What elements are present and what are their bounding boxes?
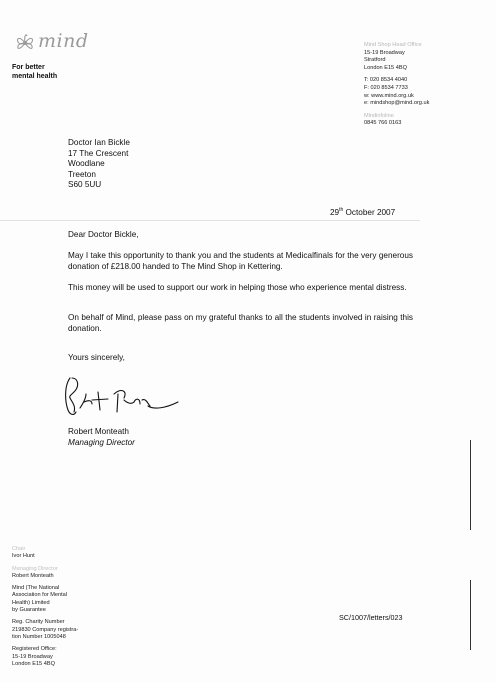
address-line: Stratford xyxy=(364,57,386,64)
tagline xyxy=(12,64,57,81)
date-suffix: th xyxy=(339,207,344,213)
company-line: by Guarantee xyxy=(12,607,46,614)
date-rest: October 2007 xyxy=(343,208,396,217)
signer-title: Managing Director xyxy=(68,437,135,447)
md-name: Robert Monteath xyxy=(12,572,54,579)
company-line: Health) Limited xyxy=(12,599,50,606)
office-label: Mind Shop Head Office xyxy=(364,42,422,48)
phone: T: 020 8534 4040 xyxy=(364,77,408,84)
signer-name: Robert Monteath xyxy=(68,427,129,436)
letter-date xyxy=(330,208,395,217)
address-line: London E15 4BQ xyxy=(364,64,407,71)
company-line: Mind (The National xyxy=(12,585,60,592)
paragraph: This money will be used to support our work in helping those who experience mental distress. xyxy=(68,283,407,292)
infoline-number: 0845 766 0163 xyxy=(364,120,402,127)
signature-image xyxy=(62,372,182,420)
registered-office-line: London E15 4BQ xyxy=(12,660,55,667)
recipient-line: Doctor Ian Bickle xyxy=(68,138,130,147)
mind-logo xyxy=(12,30,102,56)
tagline-line: mental health xyxy=(12,72,58,80)
company-line: Association for Mental xyxy=(12,592,68,599)
registered-office-line: Registered Office: xyxy=(12,646,57,653)
chair-name: Ivor Hunt xyxy=(12,553,35,560)
flower-logo-icon xyxy=(12,30,38,56)
date-day: 29 xyxy=(330,208,340,217)
recipient-line: 17 The Crescent xyxy=(68,148,129,158)
chair-label: Chair xyxy=(12,546,26,552)
scan-mark xyxy=(470,440,471,530)
tagline-line: For better xyxy=(12,64,45,71)
registration-line: 219830 Company registra- xyxy=(12,626,79,633)
paragraph: May I take this opportunity to thank you and the students at Medicalfinals for the very generous donation of £218.00 handed to The Mind Shop in Kettering. xyxy=(68,251,413,271)
website: w: www.mind.org.uk xyxy=(364,92,414,99)
paragraph: On behalf of Mind, please pass on my grateful thanks to all the students involved in raising this donation. xyxy=(68,313,413,333)
registered-office-line: 15-19 Broadway xyxy=(12,653,53,660)
fax: F: 020 8534 7733 xyxy=(364,84,408,91)
infoline-label: Mindinfoline xyxy=(364,112,394,119)
email: e: mindshop@mind.org.uk xyxy=(364,100,430,107)
salutation: Dear Doctor Bickle, xyxy=(68,230,139,239)
closing: Yours sincerely, xyxy=(68,353,125,362)
registration-line: Reg. Charity Number xyxy=(12,619,65,626)
md-label: Managing Director xyxy=(12,565,58,572)
recipient-address xyxy=(68,138,130,191)
recipient-line: Woodlane xyxy=(68,159,105,168)
reference-number: SC/1007/letters/023 xyxy=(339,613,403,622)
registration-line: tion Number 1005048 xyxy=(12,633,66,640)
recipient-line: S60 5UU xyxy=(68,180,102,189)
logo-wordmark: mind xyxy=(38,30,89,52)
footer-block xyxy=(12,546,78,668)
recipient-line: Treeton xyxy=(68,169,96,179)
scan-mark xyxy=(470,580,471,650)
signer-block xyxy=(68,427,135,448)
fold-line xyxy=(0,220,420,221)
org-address-block xyxy=(364,42,429,128)
address-line: 15-19 Broadway xyxy=(364,49,405,56)
